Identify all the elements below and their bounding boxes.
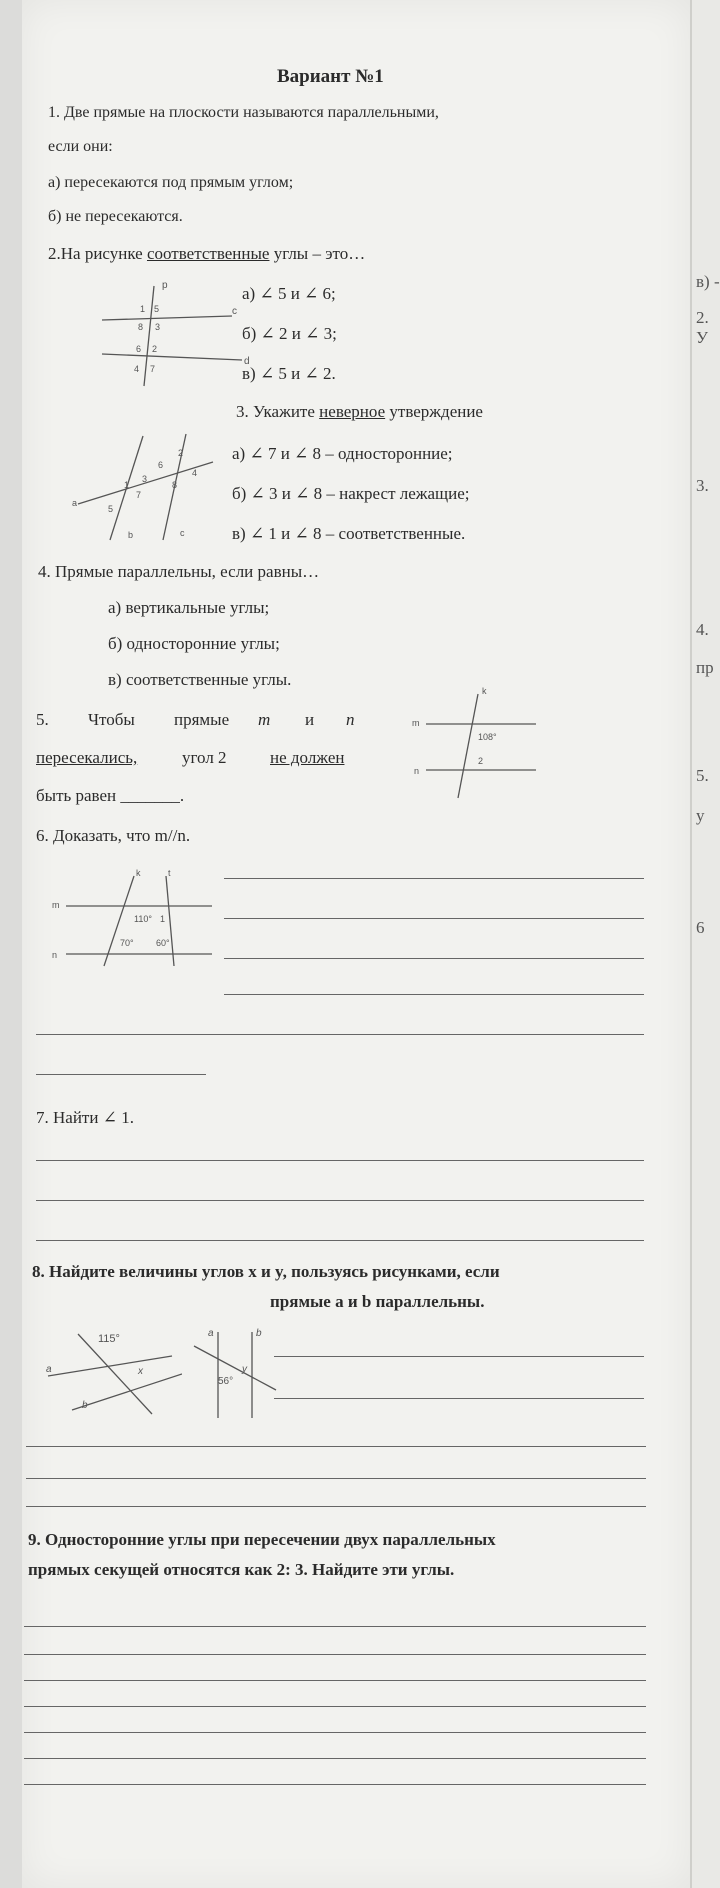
q2-option-b: б) ∠ 2 и ∠ 3;: [242, 324, 337, 343]
q5-underlined-2: не должен: [270, 748, 345, 767]
edge-text-4: 4.: [696, 620, 709, 639]
q8-fig1-line-a: [48, 1356, 172, 1376]
q8-fig1-label-a: a: [46, 1364, 52, 1375]
q6-answer-line-5[interactable]: [36, 1034, 644, 1035]
q6-figure: [52, 862, 222, 972]
q3-label-6: 6: [158, 460, 164, 470]
q6-label-t: t: [168, 868, 171, 878]
q6-question: 6. Доказать, что m//n.: [36, 826, 191, 845]
q7-question: 7. Найти ∠ 1.: [36, 1108, 134, 1127]
edge-text-5: пр: [696, 658, 714, 677]
q8-answer-line-5[interactable]: [26, 1506, 646, 1507]
q8-question-line2: прямые a и b параллельны.: [270, 1292, 485, 1311]
adjacent-page-edge: [690, 0, 720, 1888]
q6-label-110: 110°: [134, 914, 152, 924]
q8-answer-line-1[interactable]: [274, 1356, 644, 1357]
q3-figure: [68, 432, 218, 542]
q2-figure: [92, 278, 262, 388]
edge-text-2: 2. У: [696, 308, 709, 347]
q1-option-a: а) пересекаются под прямым углом;: [48, 174, 294, 191]
q6-label-1: 1: [160, 914, 166, 924]
q4-option-c: в) соответственные углы.: [108, 670, 292, 689]
q4-option-a: а) вертикальные углы;: [108, 598, 270, 617]
q9-answer-line-4[interactable]: [24, 1706, 646, 1707]
q5-label-k: k: [482, 686, 487, 696]
q8-answer-line-2[interactable]: [274, 1398, 644, 1399]
q2-option-c: в) ∠ 5 и ∠ 2.: [242, 364, 336, 383]
q8-fig2-label-a: a: [208, 1328, 214, 1339]
q2-label-7: 7: [150, 364, 156, 374]
q2-label-p: p: [162, 280, 168, 291]
q5-figure: [412, 684, 542, 804]
q5-label-n: n: [414, 766, 420, 776]
q8-answer-line-3[interactable]: [26, 1446, 646, 1447]
q2-label-2: 2: [152, 344, 158, 354]
q2-label-1: 1: [140, 304, 146, 314]
q2-label-d: d: [244, 356, 250, 367]
q3-option-a: а) ∠ 7 и ∠ 8 – односторонние;: [232, 444, 453, 463]
q4-question: 4. Прямые параллельны, если равны…: [38, 562, 320, 581]
q7-answer-line-3[interactable]: [36, 1240, 644, 1241]
q1-text-line1: 1. Две прямые на плоскости называются параллельными,: [48, 104, 439, 121]
q5-and: и: [305, 710, 315, 729]
q3-label-4: 4: [192, 468, 198, 478]
q9-question-line2: прямых секущей относятся как 2: 3. Найдите эти углы.: [28, 1560, 455, 1579]
q8-fig2-label-56: 56°: [218, 1376, 234, 1387]
q5-word-2: прямые: [174, 710, 230, 729]
q2-label-5: 5: [154, 304, 160, 314]
q3-label-1: 1: [124, 480, 130, 490]
q7-answer-line-2[interactable]: [36, 1200, 644, 1201]
q2-line-c: [102, 316, 232, 320]
q5-label-2: 2: [478, 756, 484, 766]
q2-question: 2.На рисунке соответственные углы – это…: [48, 244, 366, 263]
q6-line-t: [166, 876, 174, 966]
q8-fig2-label-y: y: [242, 1364, 247, 1375]
q8-fig1-label-x: x: [138, 1366, 143, 1377]
q5-n: n: [346, 710, 355, 729]
q5-transversal-k: [458, 694, 478, 798]
q5-underlined-1: пересекались,: [36, 748, 138, 767]
q3-option-b: б) ∠ 3 и ∠ 8 – накрест лежащие;: [232, 484, 470, 503]
q8-figure-1: [42, 1326, 182, 1416]
q3-question: 3. Укажите неверное утверждение: [236, 402, 483, 421]
q2-label-8: 8: [138, 322, 144, 332]
edge-text-8: 6: [696, 918, 705, 937]
q5-label-m: m: [412, 718, 420, 728]
q2-label-6: 6: [136, 344, 142, 354]
q7-answer-line-1[interactable]: [36, 1160, 644, 1161]
q6-answer-line-4[interactable]: [224, 994, 644, 995]
edge-text-7: у: [696, 806, 705, 825]
q5-angle: угол 2: [182, 748, 227, 767]
q4-option-b: б) односторонние углы;: [108, 634, 280, 653]
q1-text-line2: если они:: [48, 138, 113, 155]
q6-label-70: 70°: [120, 938, 134, 948]
q5-word-1: Чтобы: [88, 710, 135, 729]
q3-label-b: b: [128, 530, 134, 540]
q9-answer-line-7[interactable]: [24, 1784, 646, 1785]
q9-answer-line-6[interactable]: [24, 1758, 646, 1759]
q2-option-a: а) ∠ 5 и ∠ 6;: [242, 284, 336, 303]
edge-text-3: 3.: [696, 476, 709, 495]
q2-label-3: 3: [155, 322, 161, 332]
q3-label-7: 7: [136, 490, 142, 500]
q9-answer-line-2[interactable]: [24, 1654, 646, 1655]
q5-line3: быть равен _______.: [36, 786, 185, 805]
q8-question-line1: 8. Найдите величины углов x и y, пользуясь рисунками, если: [32, 1262, 500, 1281]
q9-question-line1: 9. Односторонние углы при пересечении двух параллельных: [28, 1530, 496, 1549]
q8-answer-line-4[interactable]: [26, 1478, 646, 1479]
q9-answer-line-1[interactable]: [24, 1626, 646, 1627]
q6-label-k: k: [136, 868, 141, 878]
q5-number: 5.: [36, 710, 49, 729]
q5-m: m: [258, 710, 271, 729]
q3-label-2: 2: [178, 448, 184, 458]
q6-label-n: n: [52, 950, 58, 960]
q1-option-b: б) не пересекаются.: [48, 208, 183, 225]
q8-fig1-label-b: b: [82, 1400, 88, 1411]
q8-fig2-transversal: [194, 1346, 276, 1390]
q8-fig1-line-b: [72, 1374, 182, 1410]
worksheet-page: [22, 0, 690, 1888]
q2-label-4: 4: [134, 364, 140, 374]
q8-figure-2: [190, 1322, 290, 1422]
q6-label-60: 60°: [156, 938, 170, 948]
q3-label-5: 5: [108, 504, 114, 514]
edge-text-1: в) -: [696, 272, 720, 291]
q9-answer-line-3[interactable]: [24, 1680, 646, 1681]
q3-option-c: в) ∠ 1 и ∠ 8 – соответственные.: [232, 524, 466, 543]
q3-label-c: c: [180, 528, 185, 538]
q3-label-3: 3: [142, 474, 148, 484]
q6-answer-line-6[interactable]: [36, 1074, 206, 1075]
q9-answer-line-5[interactable]: [24, 1732, 646, 1733]
q6-answer-line-2[interactable]: [224, 918, 644, 919]
q2-label-c: c: [232, 306, 237, 317]
q8-fig2-label-b: b: [256, 1328, 262, 1339]
q3-label-8: 8: [172, 480, 178, 490]
q8-fig1-label-115: 115°: [98, 1333, 120, 1345]
q2-line-d: [102, 354, 242, 360]
q6-answer-line-3[interactable]: [224, 958, 644, 959]
q6-label-m: m: [52, 900, 60, 910]
edge-text-6: 5.: [696, 766, 709, 785]
q3-label-a: a: [72, 498, 78, 508]
page-title: Вариант №1: [277, 66, 384, 87]
q5-label-angle: 108°: [478, 732, 497, 742]
q6-line-k: [104, 876, 134, 966]
q6-answer-line-1[interactable]: [224, 878, 644, 879]
